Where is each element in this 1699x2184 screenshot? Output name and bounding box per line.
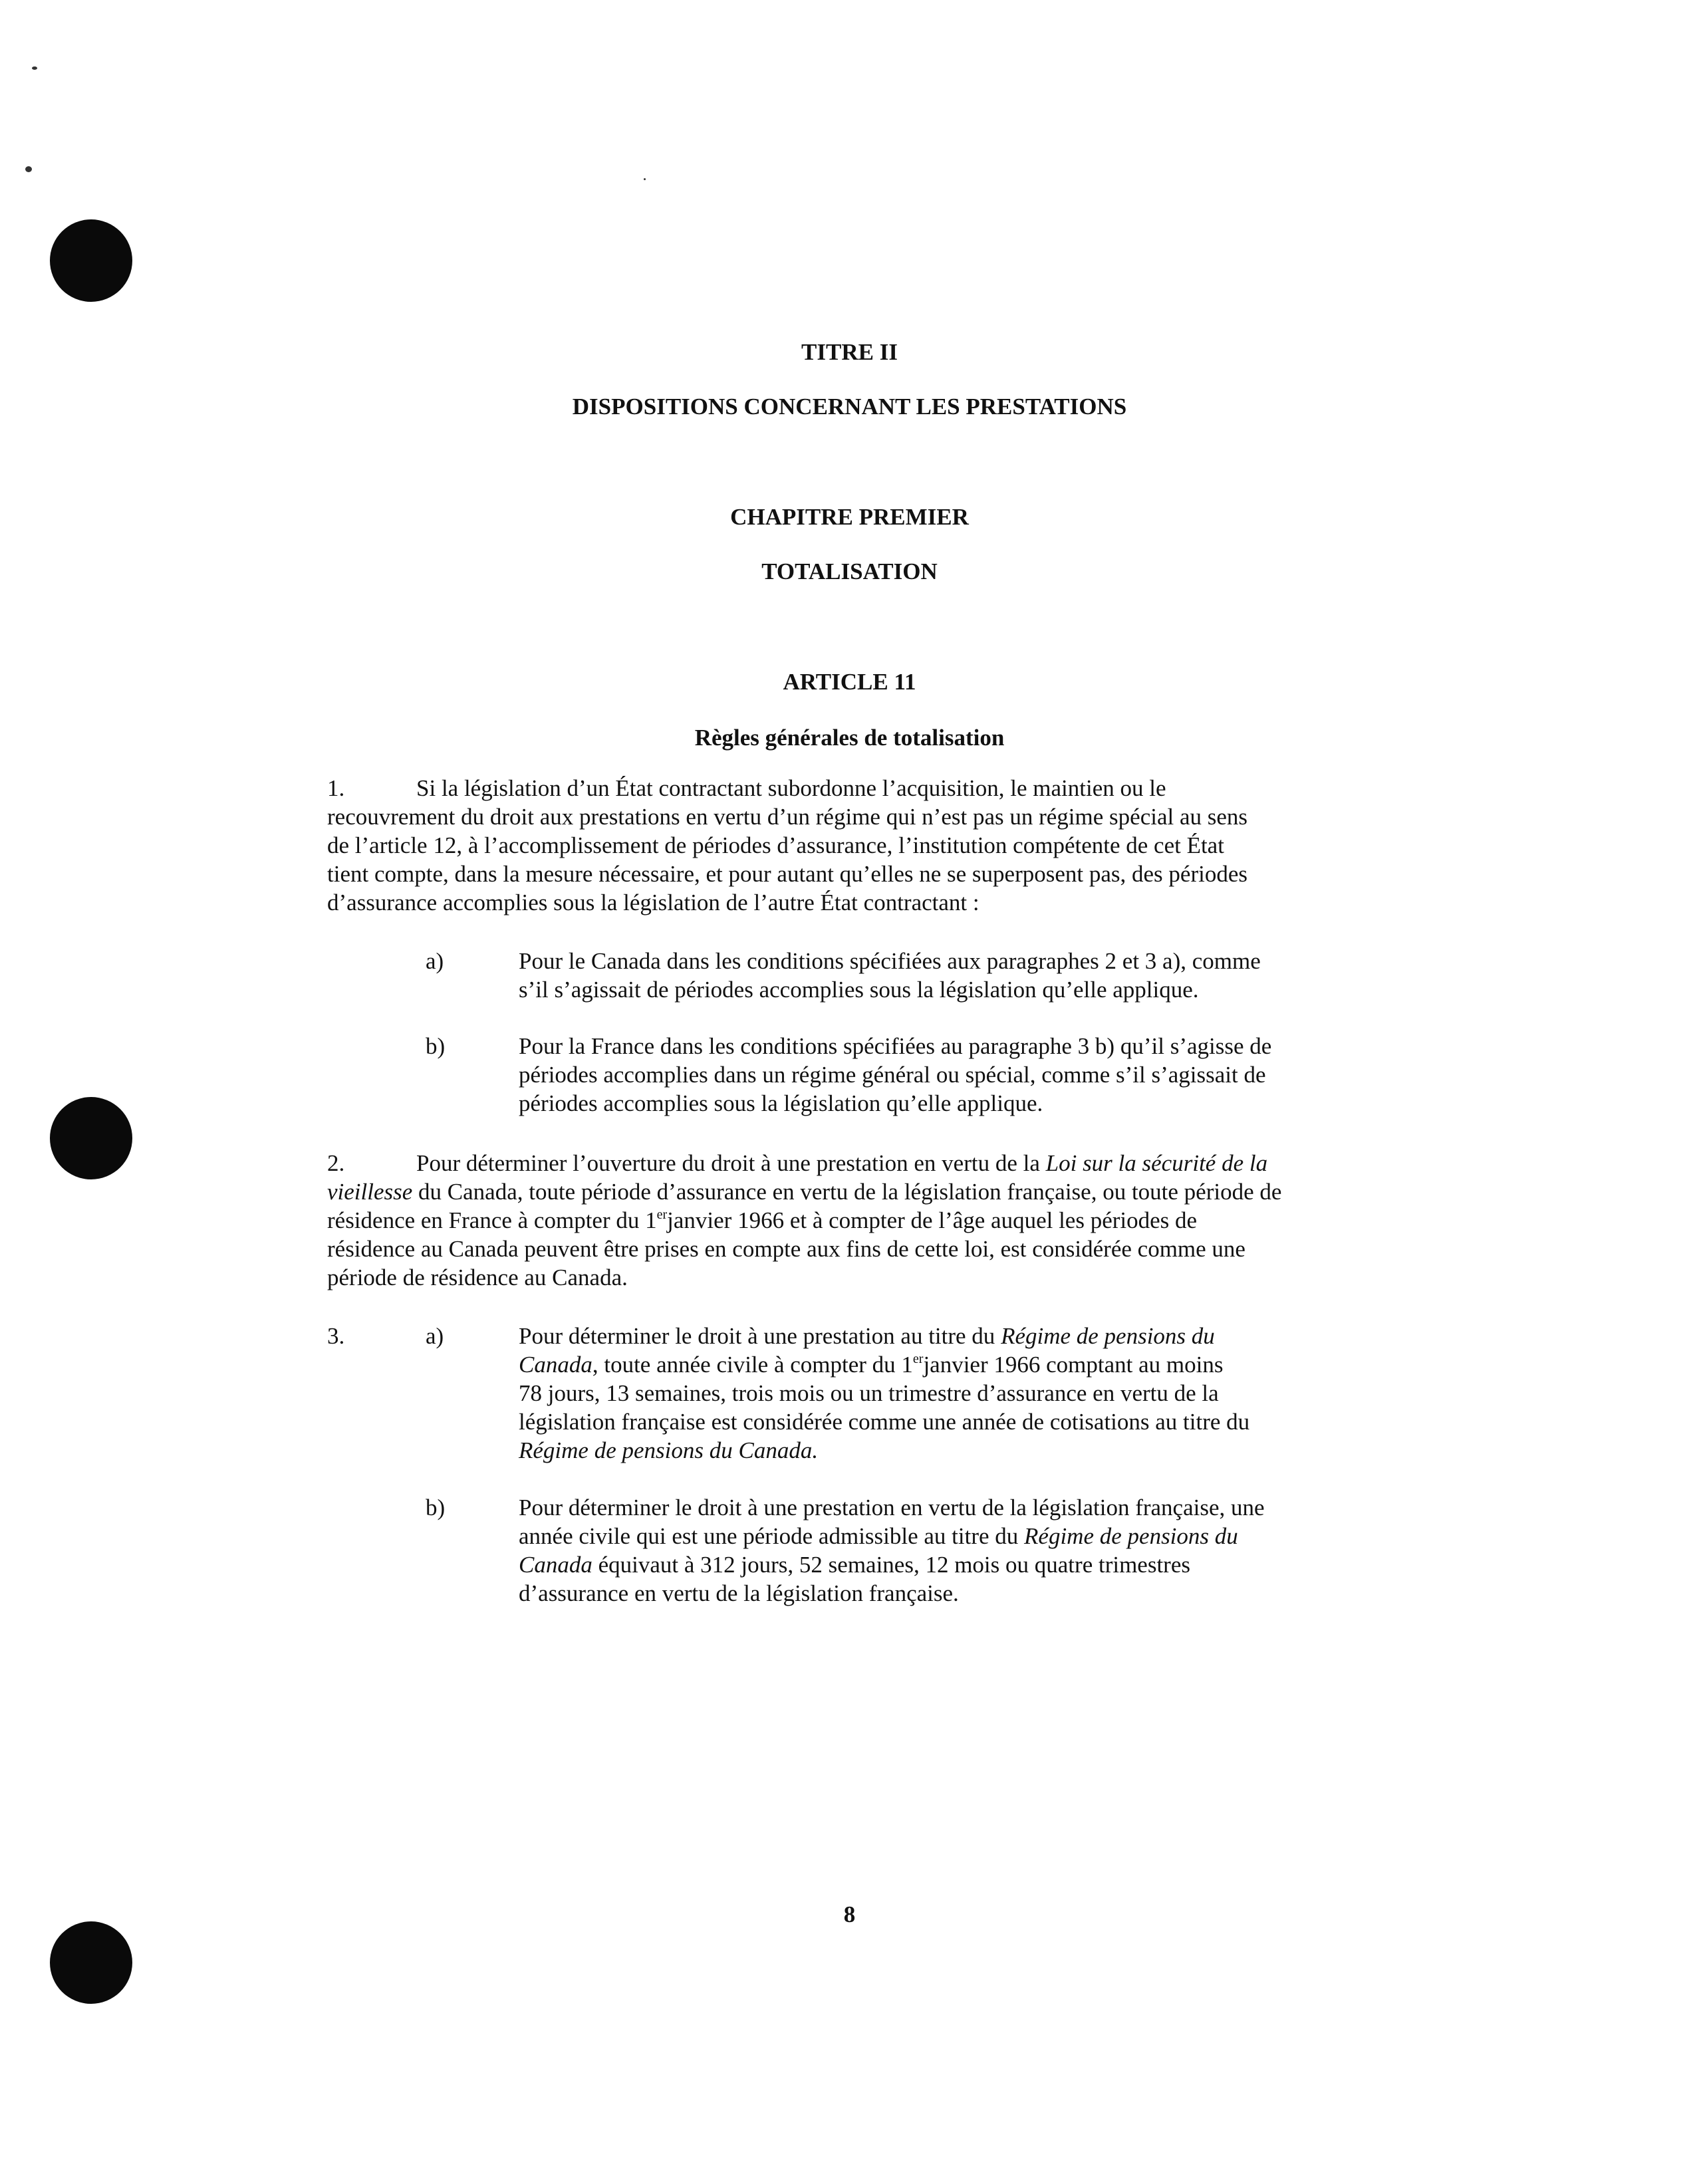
punch-hole-middle xyxy=(50,1097,132,1179)
text-line: tient compte, dans la mesure nécessaire, et pour autant qu’elles ne se superposent pas, des périodes xyxy=(327,861,1247,887)
text-line: équivaut à 312 jours, 52 semaines, 12 mois ou quatre trimestres xyxy=(592,1552,1190,1578)
article-heading: ARTICLE 11 xyxy=(783,669,916,695)
subparagraph-marker: b) xyxy=(426,1495,446,1520)
text-line: d’assurance en vertu de la législation française. xyxy=(519,1580,959,1606)
superscript: er xyxy=(912,1352,924,1366)
text-line: période de résidence au Canada. xyxy=(327,1265,628,1290)
superscript: er xyxy=(656,1207,668,1222)
paragraph-number: 1. xyxy=(327,775,345,801)
text-line: Pour déterminer le droit à une prestation au titre du xyxy=(519,1323,1001,1349)
subparagraph-1a xyxy=(519,947,1383,1004)
text-line: Pour déterminer l’ouverture du droit à une prestation en vertu de la xyxy=(416,1150,1046,1176)
subparagraph-marker: a) xyxy=(426,948,444,974)
page-number: 8 xyxy=(843,1901,856,1927)
italic-title: vieillesse xyxy=(327,1179,413,1205)
scan-speck xyxy=(25,166,32,172)
text-line: résidence en France à compter du 1 xyxy=(327,1207,657,1233)
scan-speck xyxy=(32,66,37,70)
scan-speck xyxy=(644,178,646,180)
italic-title: Canada xyxy=(519,1352,592,1378)
text-line: périodes accomplies sous la législation qu’elle applique. xyxy=(519,1090,1043,1116)
text-line: 78 jours, 13 semaines, trois mois ou un trimestre d’assurance en vertu de la xyxy=(519,1380,1219,1406)
subparagraph-3a xyxy=(519,1322,1383,1465)
text-line: de l’article 12, à l’accomplissement de périodes d’assurance, l’institution compétente de cet État xyxy=(327,832,1224,858)
italic-title: Régime de pensions du xyxy=(1001,1323,1215,1349)
text-line: Pour déterminer le droit à une prestation en vertu de la législation française, une xyxy=(519,1495,1265,1520)
text-line: recouvrement du droit aux prestations en vertu d’un régime qui n’est pas un régime spécial au sens xyxy=(327,804,1248,830)
text-line: , toute année civile à compter du 1 xyxy=(592,1352,913,1378)
text-line: périodes accomplies dans un régime général ou spécial, comme s’il s’agissait de xyxy=(519,1062,1266,1088)
paragraph-number: 2. xyxy=(327,1150,345,1176)
paragraph-2 xyxy=(327,1149,1365,1292)
italic-title: Régime de pensions du xyxy=(1024,1523,1238,1549)
text-line: résidence au Canada peuvent être prises en compte aux fins de cette loi, est considérée comme une xyxy=(327,1236,1245,1262)
subparagraph-1b xyxy=(519,1032,1383,1118)
text-line: d’assurance accomplies sous la législation de l’autre État contractant : xyxy=(327,890,980,915)
text-line: janvier 1966 et à compter de l’âge auquel les périodes de xyxy=(667,1207,1198,1233)
text-line: Si la législation d’un État contractant subordonne l’acquisition, le maintien ou le xyxy=(416,775,1166,801)
text-line: janvier 1966 comptant au moins xyxy=(923,1352,1224,1378)
text-line: Pour le Canada dans les conditions spécifiées aux paragraphes 2 et 3 a), comme xyxy=(519,948,1261,974)
text-line: Pour la France dans les conditions spécifiées au paragraphe 3 b) qu’il s’agisse de xyxy=(519,1033,1272,1059)
subparagraph-3b xyxy=(519,1493,1383,1608)
punch-hole-bottom xyxy=(50,1921,132,2004)
punch-hole-top xyxy=(50,219,132,302)
article-subtitle: Règles générales de totalisation xyxy=(694,725,1005,751)
text-line: du Canada, toute période d’assurance en vertu de la législation française, ou toute période de xyxy=(412,1179,1282,1205)
subparagraph-marker: b) xyxy=(426,1033,446,1059)
titre-subtitle: DISPOSITIONS CONCERNANT LES PRESTATIONS xyxy=(572,394,1127,420)
text-line: législation française est considérée comme une année de cotisations au titre du xyxy=(519,1409,1250,1435)
text-line: année civile qui est une période admissible au titre du xyxy=(519,1523,1025,1549)
paragraph-number: 3. xyxy=(327,1323,345,1349)
subparagraph-marker: a) xyxy=(426,1323,444,1349)
italic-title: Loi sur la sécurité de la xyxy=(1045,1150,1268,1176)
paragraph-1 xyxy=(327,774,1365,917)
text-line: s’il s’agissait de périodes accomplies sous la législation qu’elle applique. xyxy=(519,977,1199,1003)
chapitre-heading: CHAPITRE PREMIER xyxy=(730,504,969,530)
italic-title: Canada xyxy=(519,1552,592,1578)
italic-title: Régime de pensions du Canada. xyxy=(519,1437,819,1463)
titre-heading: TITRE II xyxy=(801,339,898,365)
chapitre-subtitle: TOTALISATION xyxy=(761,558,938,584)
